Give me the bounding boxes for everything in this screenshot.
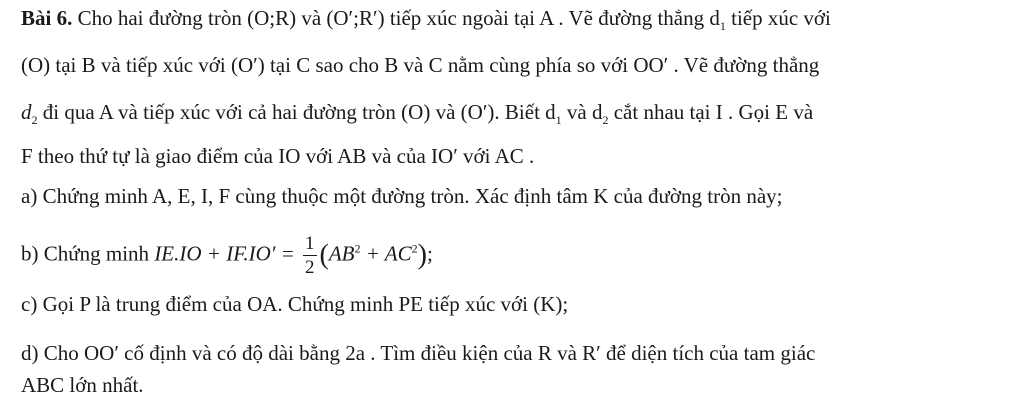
subscript-4: 2 [602,113,609,128]
close-paren: ) [417,239,427,271]
term-ab: AB [328,241,355,266]
part-c: c) Gọi P là trung điểm của OA. Chứng minh PE tiếp xúc với (K); [21,292,569,316]
part-b-end: ; [426,241,433,266]
problem-text-3b: đi qua A và tiếp xúc với cả hai đường tròn (O) và (O′). Biết d [37,100,556,124]
open-paren: ( [319,239,329,271]
fraction-denominator: 2 [305,257,315,278]
problem-heading: Bài 6. [21,6,73,30]
subscript-3: 1 [555,113,562,128]
subscript-1: 1 [719,19,726,34]
fraction-numerator: 1 [305,233,315,254]
problem-line-4: F theo thứ tự là giao điểm của IO với AB và của IO′ với AC . [21,144,535,168]
line-d2: d [21,100,32,124]
problem-text-1: Cho hai đường tròn (O;R) và (O′;R′) tiếp xúc ngoài tại A . Vẽ đường thẳng d [72,6,720,30]
part-a: a) Chứng minh A, E, I, F cùng thuộc một đường tròn. Xác định tâm K của đường tròn này; [21,184,783,208]
part-d-line-1: d) Cho OO′ cố định và có độ dài bằng 2a . Tìm điều kiện của R và R′ để diện tích của tam giác [21,341,816,365]
square-1: 2 [354,241,361,256]
square-2: 2 [411,241,418,256]
subscript-2: 2 [31,113,38,128]
problem-line-1 [21,4,1010,40]
problem-line-3 [21,98,1010,134]
problem-text-3d: cắt nhau tại I . Gọi E và [608,100,814,124]
term-ac: + AC [360,241,412,266]
part-b-lhs: IE.IO + IF.IO′ = [154,241,300,266]
fraction-one-half [303,234,317,277]
part-b [21,234,1010,277]
problem-line-2: (O) tại B và tiếp xúc với (O′) tại C sao cho B và C nằm cùng phía so với OO′ . Vẽ đường thẳng [21,53,820,77]
problem-text-3c: và d [561,100,603,124]
problem-text-1-end: tiếp xúc với [725,6,831,30]
part-d-line-2: ABC lớn nhất. [21,373,144,397]
part-b-prefix: b) Chứng minh [21,241,155,266]
